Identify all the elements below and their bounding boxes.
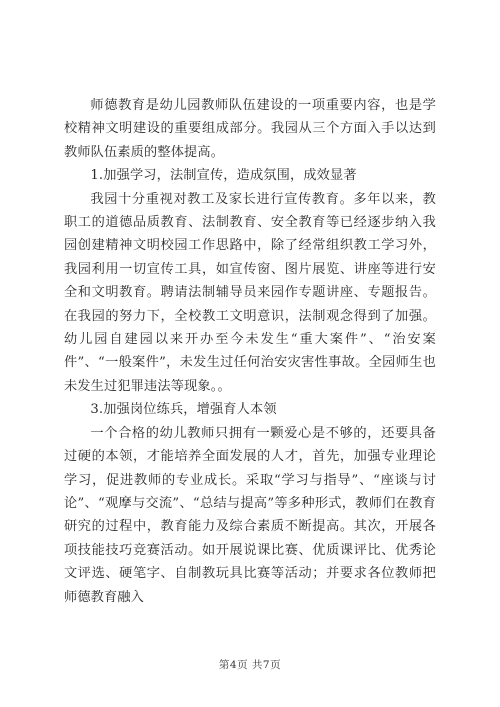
section-heading-3: 3.加强岗位练兵，增强育人本领: [90, 402, 277, 418]
section-1-paragraph: 我园十分重视对教工及家长进行宣传教育。多年以来，教职工的道德品质教育、法制教育、安全教育等已经逐步纳入我园创建精神文明校园工作思路中，除了经常组织教工学习外，我园利用一切宣传工具，如宣传窗、图片展览、讲座等进行安全和文明教育。聘请法制辅导员来园作专题讲座、专题报告。在我园的努力下，全校教工文明意识，法制观念得到了加强。幼儿园自建园以来开办至今未发生“重大案件”、“治安案件”、“一般案件”，未发生过任何治安灾害性事故。全园师生也未发生过犯罪违法等现象。。: [64, 191, 436, 394]
document-body: [64, 94, 436, 609]
section-heading-1: 1.加强学习，法制宣传，造成氛围，成效显著: [90, 168, 357, 184]
page-number-footer: 第4页 共7页: [218, 659, 282, 671]
intro-paragraph: 师德教育是幼儿园教师队伍建设的一项重要内容，也是学校精神文明建设的重要组成部分。我园从三个方面入手以达到教师队伍素质的整体提高。: [64, 98, 436, 160]
section-3-paragraph: 一个合格的幼儿教师只拥有一颗爱心是不够的，还要具备过硬的本领，才能培养全面发展的人才，首先，加强专业理论学习，促进教师的专业成长。采取“学习与指导”、“座谈与讨论”、“观摩与交流”、“总结与提高”等多种形式，教师们在教育研究的过程中，教育能力及综合素质不断提高。其次，开展各项技能技巧竞赛活动。如开展说课比赛、优质课评比、优秀论文评选、硬笔字、自制教玩具比赛等活动；并要求各位教师把师德教育融入: [64, 425, 436, 605]
